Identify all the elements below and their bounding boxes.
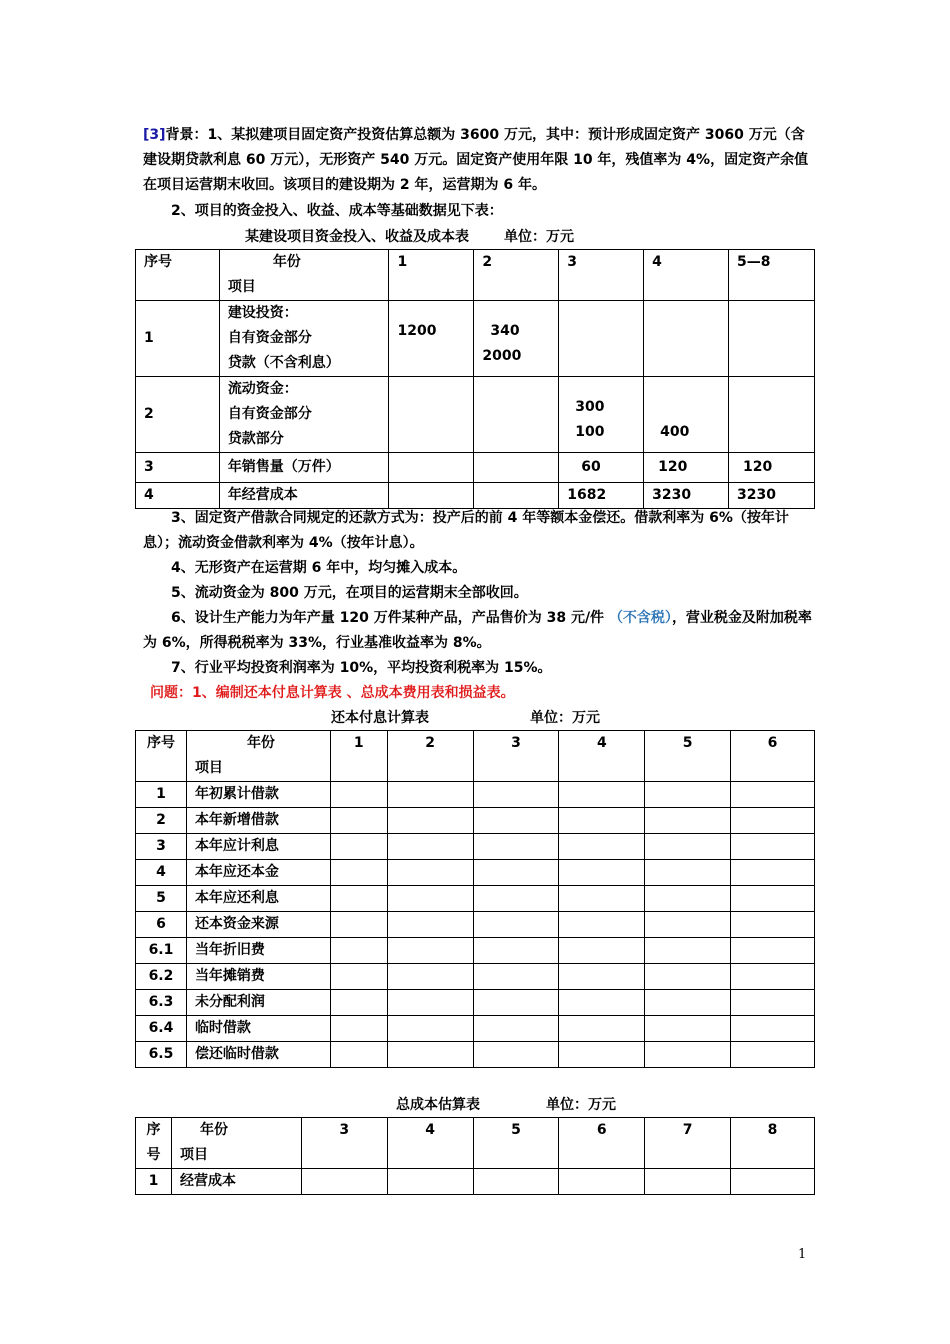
empty-cell xyxy=(645,808,731,834)
empty-cell xyxy=(645,886,731,912)
row-no: 4 xyxy=(136,860,187,886)
row-label: 本年应还利息 xyxy=(186,886,330,912)
row1-label xyxy=(219,301,389,377)
empty-cell xyxy=(559,1042,645,1068)
empty-cell xyxy=(330,912,387,938)
row1-y2-own: 340 xyxy=(490,323,520,339)
empty-cell xyxy=(330,886,387,912)
empty-cell xyxy=(301,1169,387,1195)
table-row xyxy=(136,990,815,1016)
t3-header-no xyxy=(136,1118,172,1169)
row-label: 临时借款 xyxy=(186,1016,330,1042)
empty-cell xyxy=(731,782,815,808)
row2-y3-loan: 100 xyxy=(575,424,605,440)
table-row xyxy=(136,1169,815,1195)
t3-header-item: 项目 xyxy=(179,1147,208,1163)
t3-header-y3: 3 xyxy=(301,1118,387,1169)
table-row xyxy=(136,453,815,483)
table3-title: 总成本估算表 xyxy=(396,1097,480,1113)
t2-header-y6: 6 xyxy=(731,731,815,782)
row-no: 6.4 xyxy=(136,1016,187,1042)
table-row xyxy=(136,1042,815,1068)
t2-header-y2: 2 xyxy=(387,731,473,782)
empty-cell xyxy=(559,808,645,834)
row1-y2 xyxy=(474,301,559,377)
row-no: 6.1 xyxy=(136,938,187,964)
question-text: 问题：1、编制还本付息计算表 、总成本费用表和损益表。 xyxy=(150,685,515,701)
row-label: 还本资金来源 xyxy=(186,912,330,938)
row2-y3 xyxy=(559,377,644,453)
empty-cell xyxy=(330,990,387,1016)
empty-cell xyxy=(731,912,815,938)
empty-cell xyxy=(473,1169,559,1195)
header-year-item xyxy=(219,250,389,301)
t2-header-y3: 3 xyxy=(473,731,559,782)
empty-cell xyxy=(559,938,645,964)
empty-cell xyxy=(387,938,473,964)
t2-header-year: 年份 xyxy=(246,735,275,751)
empty-cell xyxy=(559,860,645,886)
table-row xyxy=(136,483,815,509)
condition-4: 4、无形资产在运营期 6 年中，均匀摊入成本。 xyxy=(171,560,467,576)
empty-cell xyxy=(559,964,645,990)
cell xyxy=(389,453,474,483)
empty-cell xyxy=(559,834,645,860)
empty-cell xyxy=(387,808,473,834)
row1-y1 xyxy=(389,301,474,377)
table-row xyxy=(136,860,815,886)
empty-cell xyxy=(731,834,815,860)
table-row xyxy=(136,377,815,453)
t2-header-no: 序号 xyxy=(136,731,187,782)
row2-label xyxy=(219,377,389,453)
table-row xyxy=(136,301,815,377)
empty-cell xyxy=(731,1169,815,1195)
cell xyxy=(474,483,559,509)
row2-label-1: 流动资金： xyxy=(227,381,298,397)
row-no: 6.3 xyxy=(136,990,187,1016)
header-year: 年份 xyxy=(272,254,301,270)
empty-cell xyxy=(387,1169,473,1195)
background-item-2: 2、项目的资金投入、收益、成本等基础数据见下表： xyxy=(171,203,503,219)
header-y3: 3 xyxy=(559,250,644,301)
problem-tag: [3] xyxy=(143,127,166,143)
repayment-table xyxy=(135,730,815,1068)
condition-6-text-a: 6、设计生产能力为年产量 120 万件某种产品，产品售价为 38 元/件 xyxy=(171,610,609,626)
empty-cell xyxy=(559,912,645,938)
t2-header-y5: 5 xyxy=(645,731,731,782)
empty-cell xyxy=(731,1042,815,1068)
empty-cell xyxy=(473,782,559,808)
header-no: 序号 xyxy=(136,250,220,301)
total-cost-table xyxy=(135,1117,815,1195)
empty-cell xyxy=(473,964,559,990)
row2-y4 xyxy=(644,377,729,453)
empty-cell xyxy=(330,834,387,860)
empty-cell xyxy=(731,1016,815,1042)
row-no: 1 xyxy=(136,782,187,808)
table2-unit: 单位：万元 xyxy=(530,710,600,726)
row1-y2-loan: 2000 xyxy=(482,348,522,364)
page-number: 1 xyxy=(798,1247,807,1262)
empty-cell xyxy=(559,782,645,808)
row4-y5: 3230 xyxy=(729,483,815,509)
empty-cell xyxy=(473,834,559,860)
table-row xyxy=(136,964,815,990)
row-no: 6.2 xyxy=(136,964,187,990)
empty-cell xyxy=(645,938,731,964)
empty-cell xyxy=(645,1169,731,1195)
table-row xyxy=(136,834,815,860)
empty-cell xyxy=(731,886,815,912)
row4-y3: 1682 xyxy=(559,483,644,509)
empty-cell xyxy=(473,1042,559,1068)
empty-cell xyxy=(731,860,815,886)
row-no: 1 xyxy=(136,1169,172,1195)
header-item: 项目 xyxy=(227,279,256,295)
cell xyxy=(474,453,559,483)
row-label: 年初累计借款 xyxy=(186,782,330,808)
row1-label-3: 贷款（不含利息） xyxy=(227,355,340,371)
empty-cell xyxy=(473,886,559,912)
row-no: 3 xyxy=(136,834,187,860)
header-y4: 4 xyxy=(644,250,729,301)
table-row xyxy=(136,886,815,912)
t3-header-year: 年份 xyxy=(199,1122,228,1138)
empty-cell xyxy=(473,808,559,834)
empty-cell xyxy=(473,1016,559,1042)
cell xyxy=(729,377,815,453)
empty-cell xyxy=(330,938,387,964)
empty-cell xyxy=(645,1016,731,1042)
t3-header-y4: 4 xyxy=(387,1118,473,1169)
empty-cell xyxy=(559,1016,645,1042)
empty-cell xyxy=(645,860,731,886)
condition-6-note: （不含税） xyxy=(608,610,672,626)
t3-header-no-2: 号 xyxy=(146,1147,161,1163)
empty-cell xyxy=(559,886,645,912)
empty-cell xyxy=(731,964,815,990)
table1-unit: 单位：万元 xyxy=(504,229,574,245)
empty-cell xyxy=(645,1042,731,1068)
row4-y4: 3230 xyxy=(644,483,729,509)
investment-table xyxy=(135,249,815,509)
table1-title: 某建设项目资金投入、收益及成本表 xyxy=(245,229,469,245)
table-row xyxy=(136,1016,815,1042)
row-label: 当年摊销费 xyxy=(186,964,330,990)
empty-cell xyxy=(387,1042,473,1068)
table-row xyxy=(136,938,815,964)
table-row xyxy=(136,912,815,938)
empty-cell xyxy=(645,990,731,1016)
condition-6 xyxy=(143,606,815,656)
empty-cell xyxy=(330,808,387,834)
t2-header-year-item xyxy=(186,731,330,782)
empty-cell xyxy=(387,990,473,1016)
empty-cell xyxy=(645,834,731,860)
t2-header-y1: 1 xyxy=(330,731,387,782)
table-row xyxy=(136,782,815,808)
row4-label: 年经营成本 xyxy=(219,483,389,509)
table2-title: 还本付息计算表 xyxy=(331,710,429,726)
cell xyxy=(389,483,474,509)
row1-label-1: 建设投资： xyxy=(227,305,298,321)
t3-header-no-1: 序 xyxy=(146,1122,161,1138)
row2-label-2: 自有资金部分 xyxy=(227,406,312,422)
cell xyxy=(644,301,729,377)
empty-cell xyxy=(330,1042,387,1068)
row-label: 偿还临时借款 xyxy=(186,1042,330,1068)
empty-cell xyxy=(387,912,473,938)
empty-cell xyxy=(473,990,559,1016)
header-y1: 1 xyxy=(389,250,474,301)
empty-cell xyxy=(731,990,815,1016)
condition-3: 3、固定资产借款合同规定的还款方式为：投产后的前 4 年等额本金偿还。借款利率为 6%（按年计息）；流动资金借款利率为 4%（按年计息）。 xyxy=(143,510,789,551)
empty-cell xyxy=(387,886,473,912)
header-y2: 2 xyxy=(474,250,559,301)
row3-y3: 60 xyxy=(559,453,644,483)
t3-header-y5: 5 xyxy=(473,1118,559,1169)
row1-no: 1 xyxy=(136,301,220,377)
t3-header-y7: 7 xyxy=(645,1118,731,1169)
row-no: 6 xyxy=(136,912,187,938)
t2-header-item: 项目 xyxy=(194,760,223,776)
t3-header-y8: 8 xyxy=(731,1118,815,1169)
empty-cell xyxy=(473,938,559,964)
row1-label-2: 自有资金部分 xyxy=(227,330,312,346)
empty-cell xyxy=(645,964,731,990)
condition-5: 5、流动资金为 800 万元，在项目的运营期末全部收回。 xyxy=(171,585,528,601)
cell xyxy=(559,301,644,377)
condition-7: 7、行业平均投资利润率为 10%，平均投资利税率为 15%。 xyxy=(171,660,552,676)
empty-cell xyxy=(731,938,815,964)
row-no: 5 xyxy=(136,886,187,912)
empty-cell xyxy=(387,964,473,990)
empty-cell xyxy=(559,1169,645,1195)
t2-header-y4: 4 xyxy=(559,731,645,782)
empty-cell xyxy=(330,964,387,990)
empty-cell xyxy=(387,834,473,860)
background-paragraph xyxy=(143,123,815,198)
cell xyxy=(729,301,815,377)
empty-cell xyxy=(330,1016,387,1042)
row-label: 本年应计利息 xyxy=(186,834,330,860)
empty-cell xyxy=(559,990,645,1016)
empty-cell xyxy=(473,912,559,938)
row2-y3-own: 300 xyxy=(575,399,605,415)
empty-cell xyxy=(330,782,387,808)
t3-header-y6: 6 xyxy=(559,1118,645,1169)
row3-no: 3 xyxy=(136,453,220,483)
empty-cell xyxy=(330,860,387,886)
row1-y1-value: 1200 xyxy=(397,323,437,339)
empty-cell xyxy=(645,782,731,808)
row-no: 6.5 xyxy=(136,1042,187,1068)
t3-header-year-item xyxy=(171,1118,301,1169)
row4-no: 4 xyxy=(136,483,220,509)
row-no: 2 xyxy=(136,808,187,834)
empty-cell xyxy=(473,860,559,886)
row-label: 本年新增借款 xyxy=(186,808,330,834)
table-row xyxy=(136,808,815,834)
cell xyxy=(389,377,474,453)
row2-y4-loan: 400 xyxy=(660,424,690,440)
row-label: 未分配利润 xyxy=(186,990,330,1016)
empty-cell xyxy=(645,912,731,938)
table3-unit: 单位：万元 xyxy=(546,1097,616,1113)
condition-6-text-b: ，营业税金及附加税率为 6%，所得税税率为 33%，行业基准收益率为 8%。 xyxy=(143,610,812,651)
row-label: 本年应还本金 xyxy=(186,860,330,886)
row-label: 经营成本 xyxy=(171,1169,301,1195)
row2-no: 2 xyxy=(136,377,220,453)
empty-cell xyxy=(387,782,473,808)
empty-cell xyxy=(731,808,815,834)
row3-label: 年销售量（万件） xyxy=(219,453,389,483)
row3-y5: 120 xyxy=(729,453,815,483)
empty-cell xyxy=(387,860,473,886)
row3-y4: 120 xyxy=(644,453,729,483)
cell xyxy=(474,377,559,453)
table-row xyxy=(136,731,815,782)
row2-label-3: 贷款部分 xyxy=(227,431,284,447)
empty-cell xyxy=(387,1016,473,1042)
table-row xyxy=(136,250,815,301)
header-y5: 5—8 xyxy=(729,250,815,301)
background-lead: 背景：1、某拟建项目固定资产投资估算总额为 3600 万元，其中：预计形成固定资产 3060 万元（含建设期贷款利息 60 万元），无形资产 540 万元。固定资产使用年限 10 年，残值率为 4%，固定资产余值在项目运营期末收回。该项目的建设期为 2 年，运营期为 6 年。 xyxy=(143,127,809,193)
table-row xyxy=(136,1118,815,1169)
row-label: 当年折旧费 xyxy=(186,938,330,964)
